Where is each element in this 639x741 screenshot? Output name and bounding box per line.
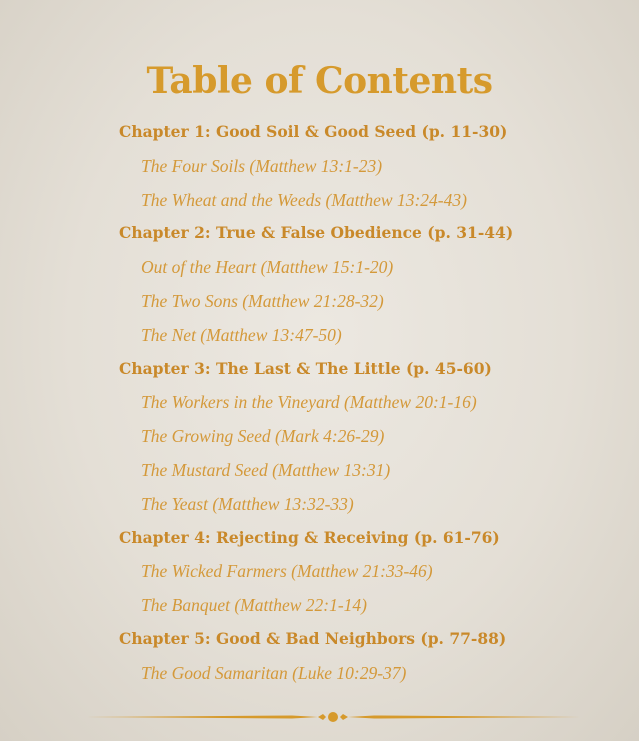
toc-chapter-2: Chapter 2: True & False Obedience (p. 31-44)	[119, 223, 514, 243]
toc-section: The Four Soils (Matthew 13:1-23)	[141, 155, 383, 176]
toc-section: The Wheat and the Weeds (Matthew 13:24-43)	[141, 189, 467, 210]
divider-center-dot	[328, 712, 338, 722]
toc-section: The Good Samaritan (Luke 10:29-37)	[141, 662, 407, 683]
divider-left-diamond	[318, 714, 326, 720]
toc-chapter-1: Chapter 1: Good Soil & Good Seed (p. 11-30)	[119, 122, 508, 141]
toc-section: Out of the Heart (Matthew 15:1-20)	[141, 257, 394, 278]
toc-chapter-5: Chapter 5: Good & Bad Neighbors (p. 77-88)	[119, 628, 507, 648]
page-title: Table of Contents	[146, 60, 493, 103]
toc-section: The Banquet (Matthew 22:1-14)	[141, 595, 367, 616]
toc-section: The Wicked Farmers (Matthew 21:33-46)	[141, 561, 433, 582]
toc-section: The Net (Matthew 13:47-50)	[141, 324, 342, 345]
toc-chapter-3: Chapter 3: The Last & The Little (p. 45-60)	[119, 358, 492, 378]
divider-right-line	[348, 716, 580, 719]
ornamental-divider	[86, 709, 580, 725]
toc-section: The Mustard Seed (Matthew 13:31)	[141, 459, 391, 480]
toc-list	[0, 119, 639, 694]
divider-right-diamond	[340, 714, 348, 720]
toc-section: The Growing Seed (Mark 4:26-29)	[141, 426, 385, 447]
toc-section: The Two Sons (Matthew 21:28-32)	[141, 290, 384, 311]
toc-section: The Workers in the Vineyard (Matthew 20:1-16)	[141, 392, 477, 413]
divider-left-line	[86, 716, 318, 719]
toc-chapter-4: Chapter 4: Rejecting & Receiving (p. 61-76)	[119, 527, 500, 547]
toc-section: The Yeast (Matthew 13:32-33)	[141, 493, 354, 514]
